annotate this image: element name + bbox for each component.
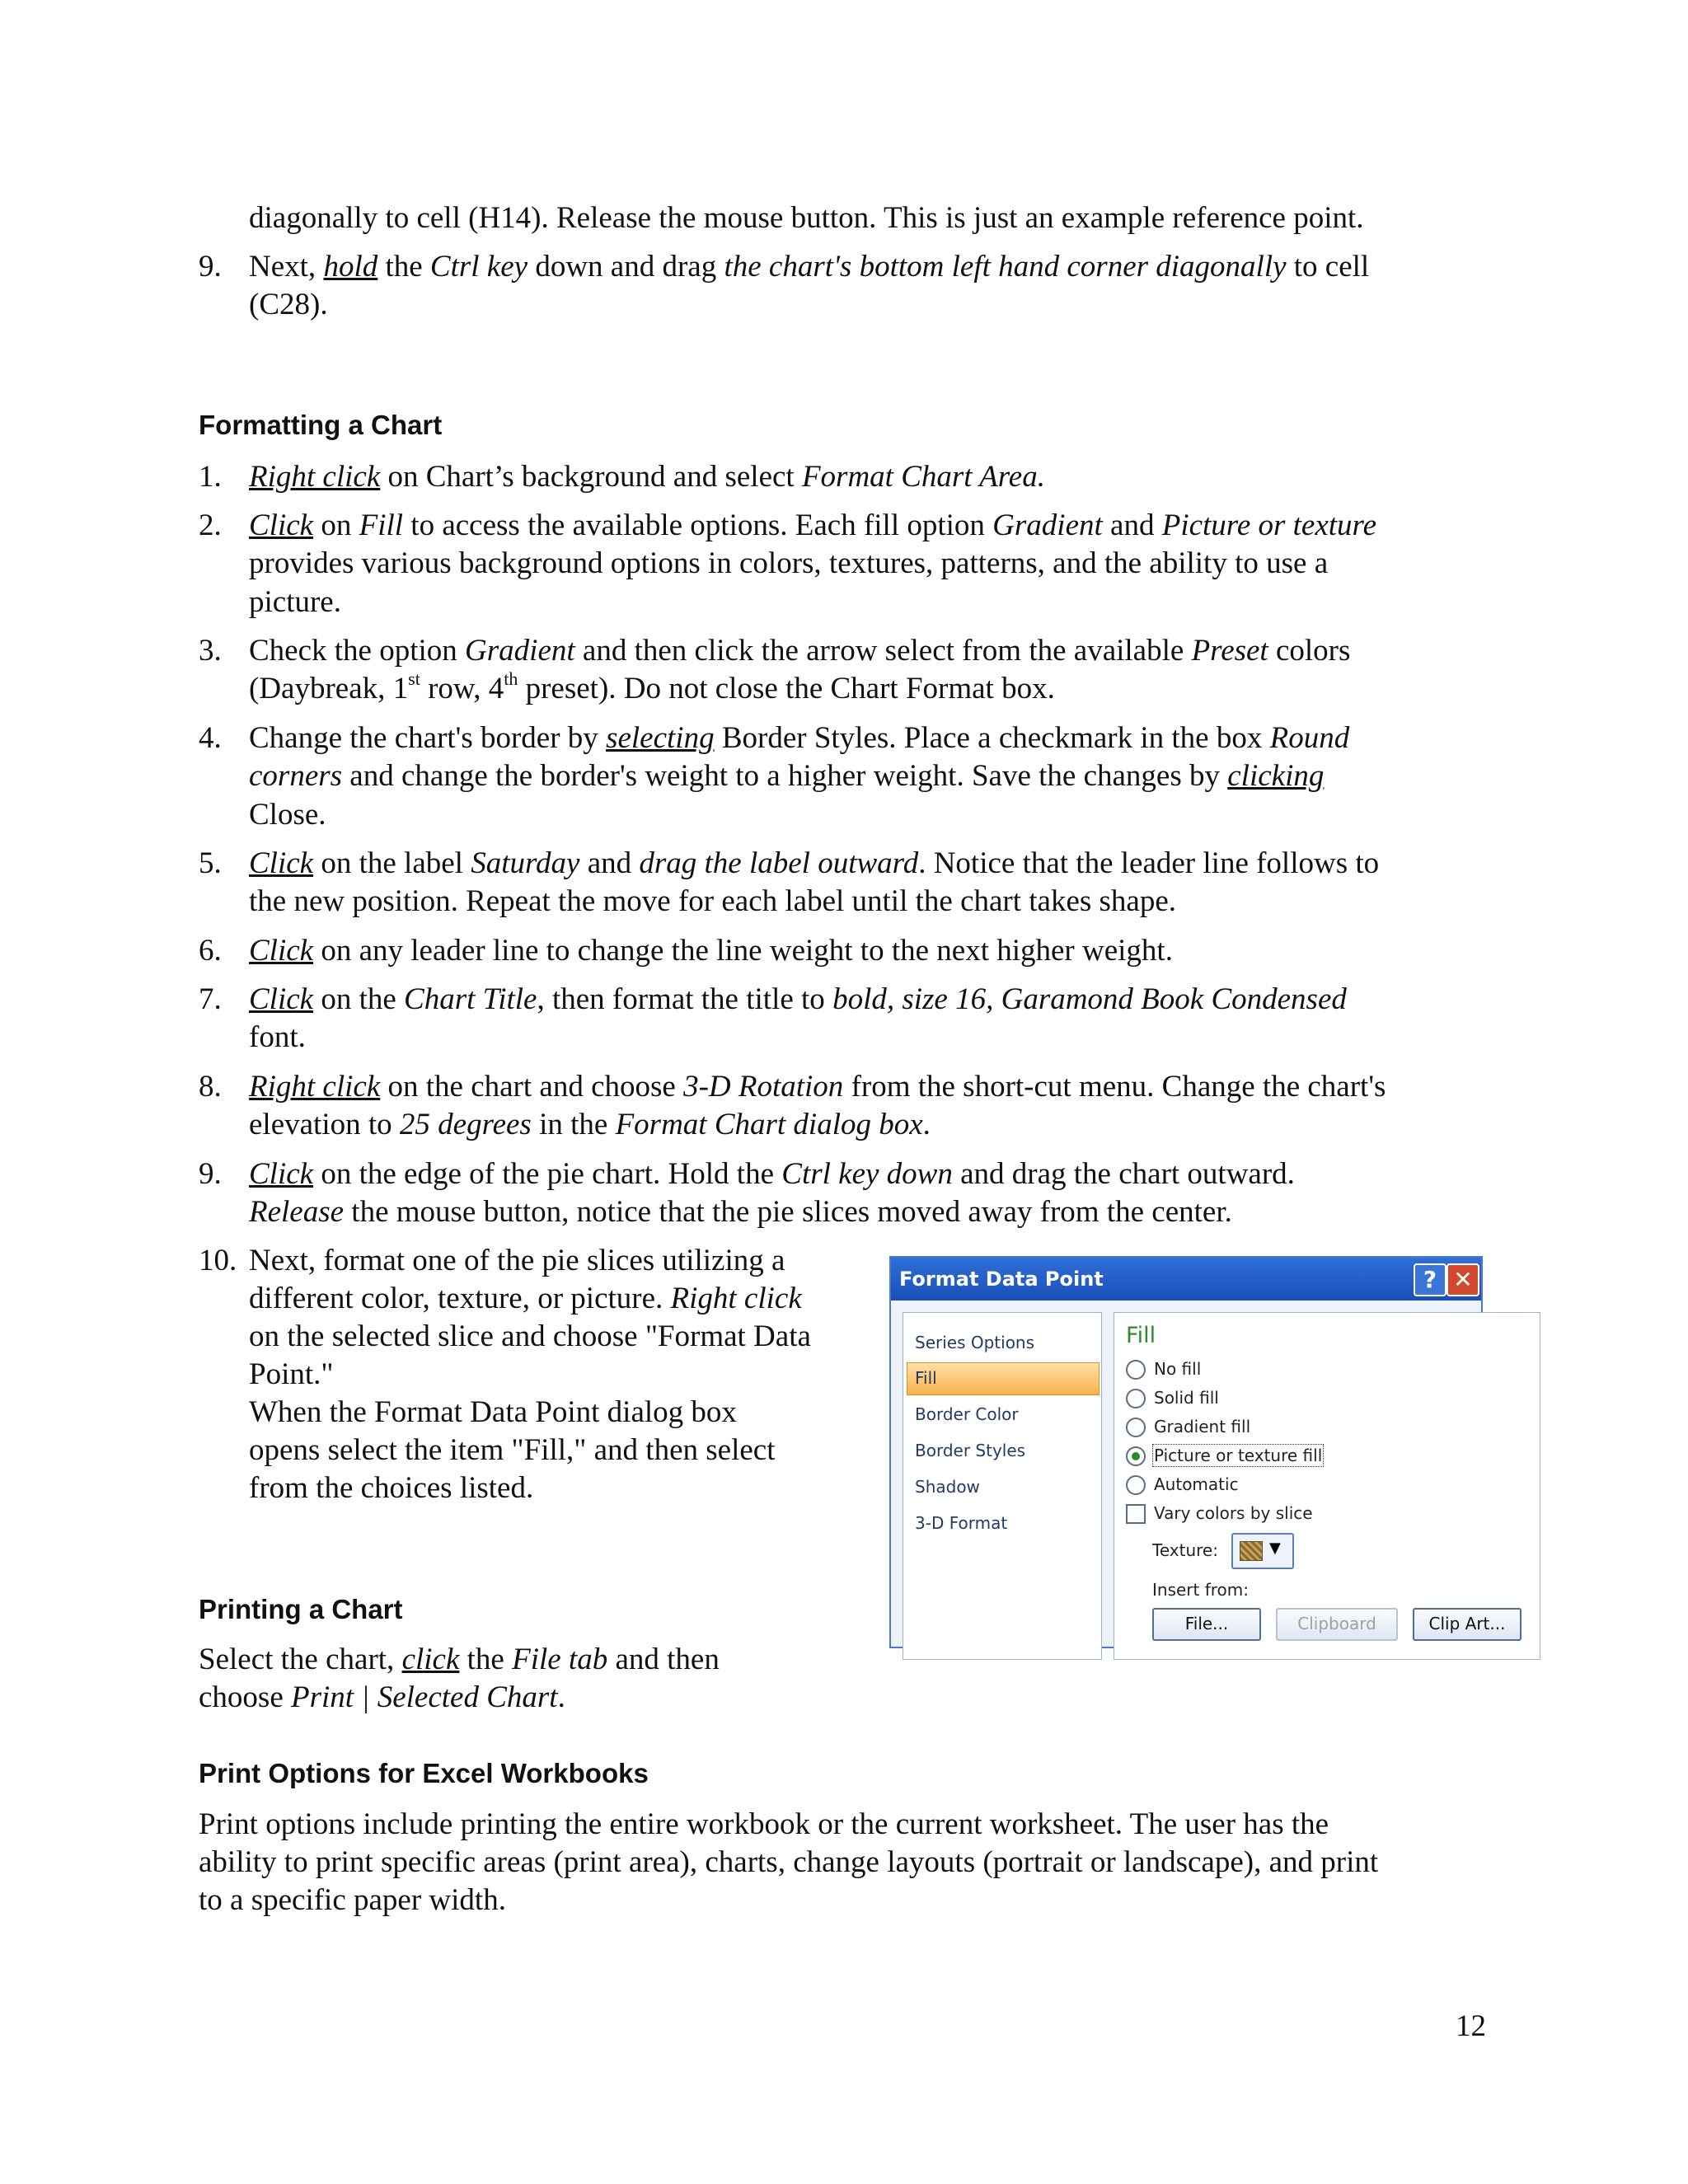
nav-3d-format[interactable]: 3-D Format <box>915 1513 1008 1533</box>
list-number: 4. <box>199 721 222 755</box>
intro-line: diagonally to cell (H14). Release the mouse button. This is just an example reference point. <box>249 201 1364 235</box>
list-item-cont: (Daybreak, 1st row, 4th preset). Do not close the Chart Format box. <box>249 668 1055 705</box>
section-heading: Printing a Chart <box>199 1594 403 1624</box>
radio-selected-icon <box>1126 1446 1146 1466</box>
list-item-cont: on the selected slice and choose "Format Data <box>249 1319 811 1353</box>
dialog-title: Format Data Point <box>899 1268 1104 1291</box>
list-number: 5. <box>199 846 222 880</box>
nav-shadow[interactable]: Shadow <box>915 1477 980 1497</box>
list-item-cont: corners and change the border's weight to a higher weight. Save the changes by clicking <box>249 759 1325 793</box>
file-button[interactable]: File... <box>1152 1608 1261 1641</box>
page-number: 12 <box>1456 2009 1486 2043</box>
nav-border-styles[interactable]: Border Styles <box>915 1441 1026 1460</box>
list-item-cont: font. <box>249 1020 306 1054</box>
help-icon[interactable]: ? <box>1414 1263 1447 1296</box>
close-icon[interactable]: ✕ <box>1447 1263 1479 1296</box>
intro-item-9: Next, hold the Ctrl key down and drag the chart's bottom left hand corner diagonally to cell <box>249 250 1370 284</box>
list-item-cont: Point." <box>249 1357 334 1391</box>
paragraph-line: ability to print specific areas (print area), charts, change layouts (portrait or landscape), and print <box>199 1845 1379 1879</box>
dialog-fill-panel: Fill No fill Solid fill Gradient fill Picture or texture fill Automatic Vary colors by slice Texture: ▼ Insert from: File... Clipboard Clip Art... <box>1114 1312 1540 1660</box>
intro-item-9-cont: (C28). <box>249 288 328 321</box>
list-number: 7. <box>199 982 222 1016</box>
printing-line: choose Print | Selected Chart. <box>199 1680 565 1714</box>
section-heading: Formatting a Chart <box>199 410 443 440</box>
clip-art-button[interactable]: Clip Art... <box>1413 1608 1522 1641</box>
list-number: 3. <box>199 634 222 668</box>
fill-heading: Fill <box>1126 1323 1156 1348</box>
list-number: 6. <box>199 934 222 968</box>
paragraph-line: to a specific paper width. <box>199 1883 506 1917</box>
list-number: 2. <box>199 509 222 542</box>
texture-label: Texture: <box>1152 1540 1218 1560</box>
section-heading: Print Options for Excel Workbooks <box>199 1758 649 1788</box>
nav-series-options[interactable]: Series Options <box>915 1333 1035 1352</box>
radio-icon <box>1126 1360 1146 1380</box>
nav-fill[interactable]: Fill <box>915 1368 937 1388</box>
list-item-cont: Close. <box>249 798 326 832</box>
paragraph-line: Print options include printing the entire workbook or the current worksheet. The user has the <box>199 1807 1329 1841</box>
radio-icon <box>1126 1389 1146 1408</box>
list-number: 9. <box>199 250 222 284</box>
format-data-point-dialog <box>889 1256 1506 1648</box>
list-item-cont: provides various background options in colors, textures, patterns, and the ability to use a <box>249 546 1329 580</box>
printing-line: Select the chart, click the File tab and then <box>199 1643 720 1676</box>
texture-swatch-icon <box>1240 1541 1263 1561</box>
list-item: Click on the label Saturday and drag the label outward. Notice that the leader line follows to <box>249 846 1380 880</box>
list-item: Right click on Chart’s background and select Format Chart Area. <box>249 460 1045 494</box>
list-number: 9. <box>199 1157 222 1191</box>
list-item: Click on the edge of the pie chart. Hold the Ctrl key down and drag the chart outward. <box>249 1157 1295 1191</box>
list-item: Right click on the chart and choose 3-D Rotation from the short-cut menu. Change the chart's <box>249 1070 1386 1104</box>
list-item: Next, format one of the pie slices utilizing a <box>249 1244 785 1277</box>
list-item-cont: from the choices listed. <box>249 1471 534 1505</box>
list-item-cont: Release the mouse button, notice that the pie slices moved away from the center. <box>249 1195 1232 1229</box>
radio-icon <box>1126 1475 1146 1495</box>
list-number: 8. <box>199 1070 222 1104</box>
list-item: Click on any leader line to change the line weight to the next higher weight. <box>249 934 1173 968</box>
list-item: Check the option Gradient and then click the arrow select from the available Preset colors <box>249 634 1351 668</box>
texture-dropdown[interactable] <box>1231 1533 1294 1569</box>
list-item-cont: opens select the item "Fill," and then select <box>249 1433 776 1467</box>
insert-from-label: Insert from: <box>1152 1580 1250 1600</box>
list-number: 1. <box>199 460 222 494</box>
list-item: Change the chart's border by selecting Border Styles. Place a checkmark in the box Round <box>249 721 1350 755</box>
list-item-cont: picture. <box>249 585 341 619</box>
list-item: Click on the Chart Title, then format the title to bold, size 16, Garamond Book Condensed <box>249 982 1347 1016</box>
dialog-title-bar <box>891 1258 1481 1301</box>
dialog-nav-panel <box>903 1312 1102 1660</box>
dropdown-arrow-icon: ▼ <box>1269 1540 1281 1557</box>
list-item-cont: the new position. Repeat the move for each label until the chart takes shape. <box>249 884 1177 918</box>
list-item-cont: elevation to 25 degrees in the Format Chart dialog box. <box>249 1108 931 1141</box>
list-number: 10. <box>199 1244 237 1277</box>
nav-border-color[interactable]: Border Color <box>915 1404 1019 1424</box>
list-item: Click on Fill to access the available options. Each fill option Gradient and Picture or texture <box>249 509 1377 542</box>
list-item-cont: When the Format Data Point dialog box <box>249 1395 737 1429</box>
radio-icon <box>1126 1418 1146 1437</box>
list-item-cont: different color, texture, or picture. Right click <box>249 1282 802 1315</box>
checkbox-icon <box>1126 1504 1146 1524</box>
clipboard-button[interactable]: Clipboard <box>1276 1608 1398 1641</box>
